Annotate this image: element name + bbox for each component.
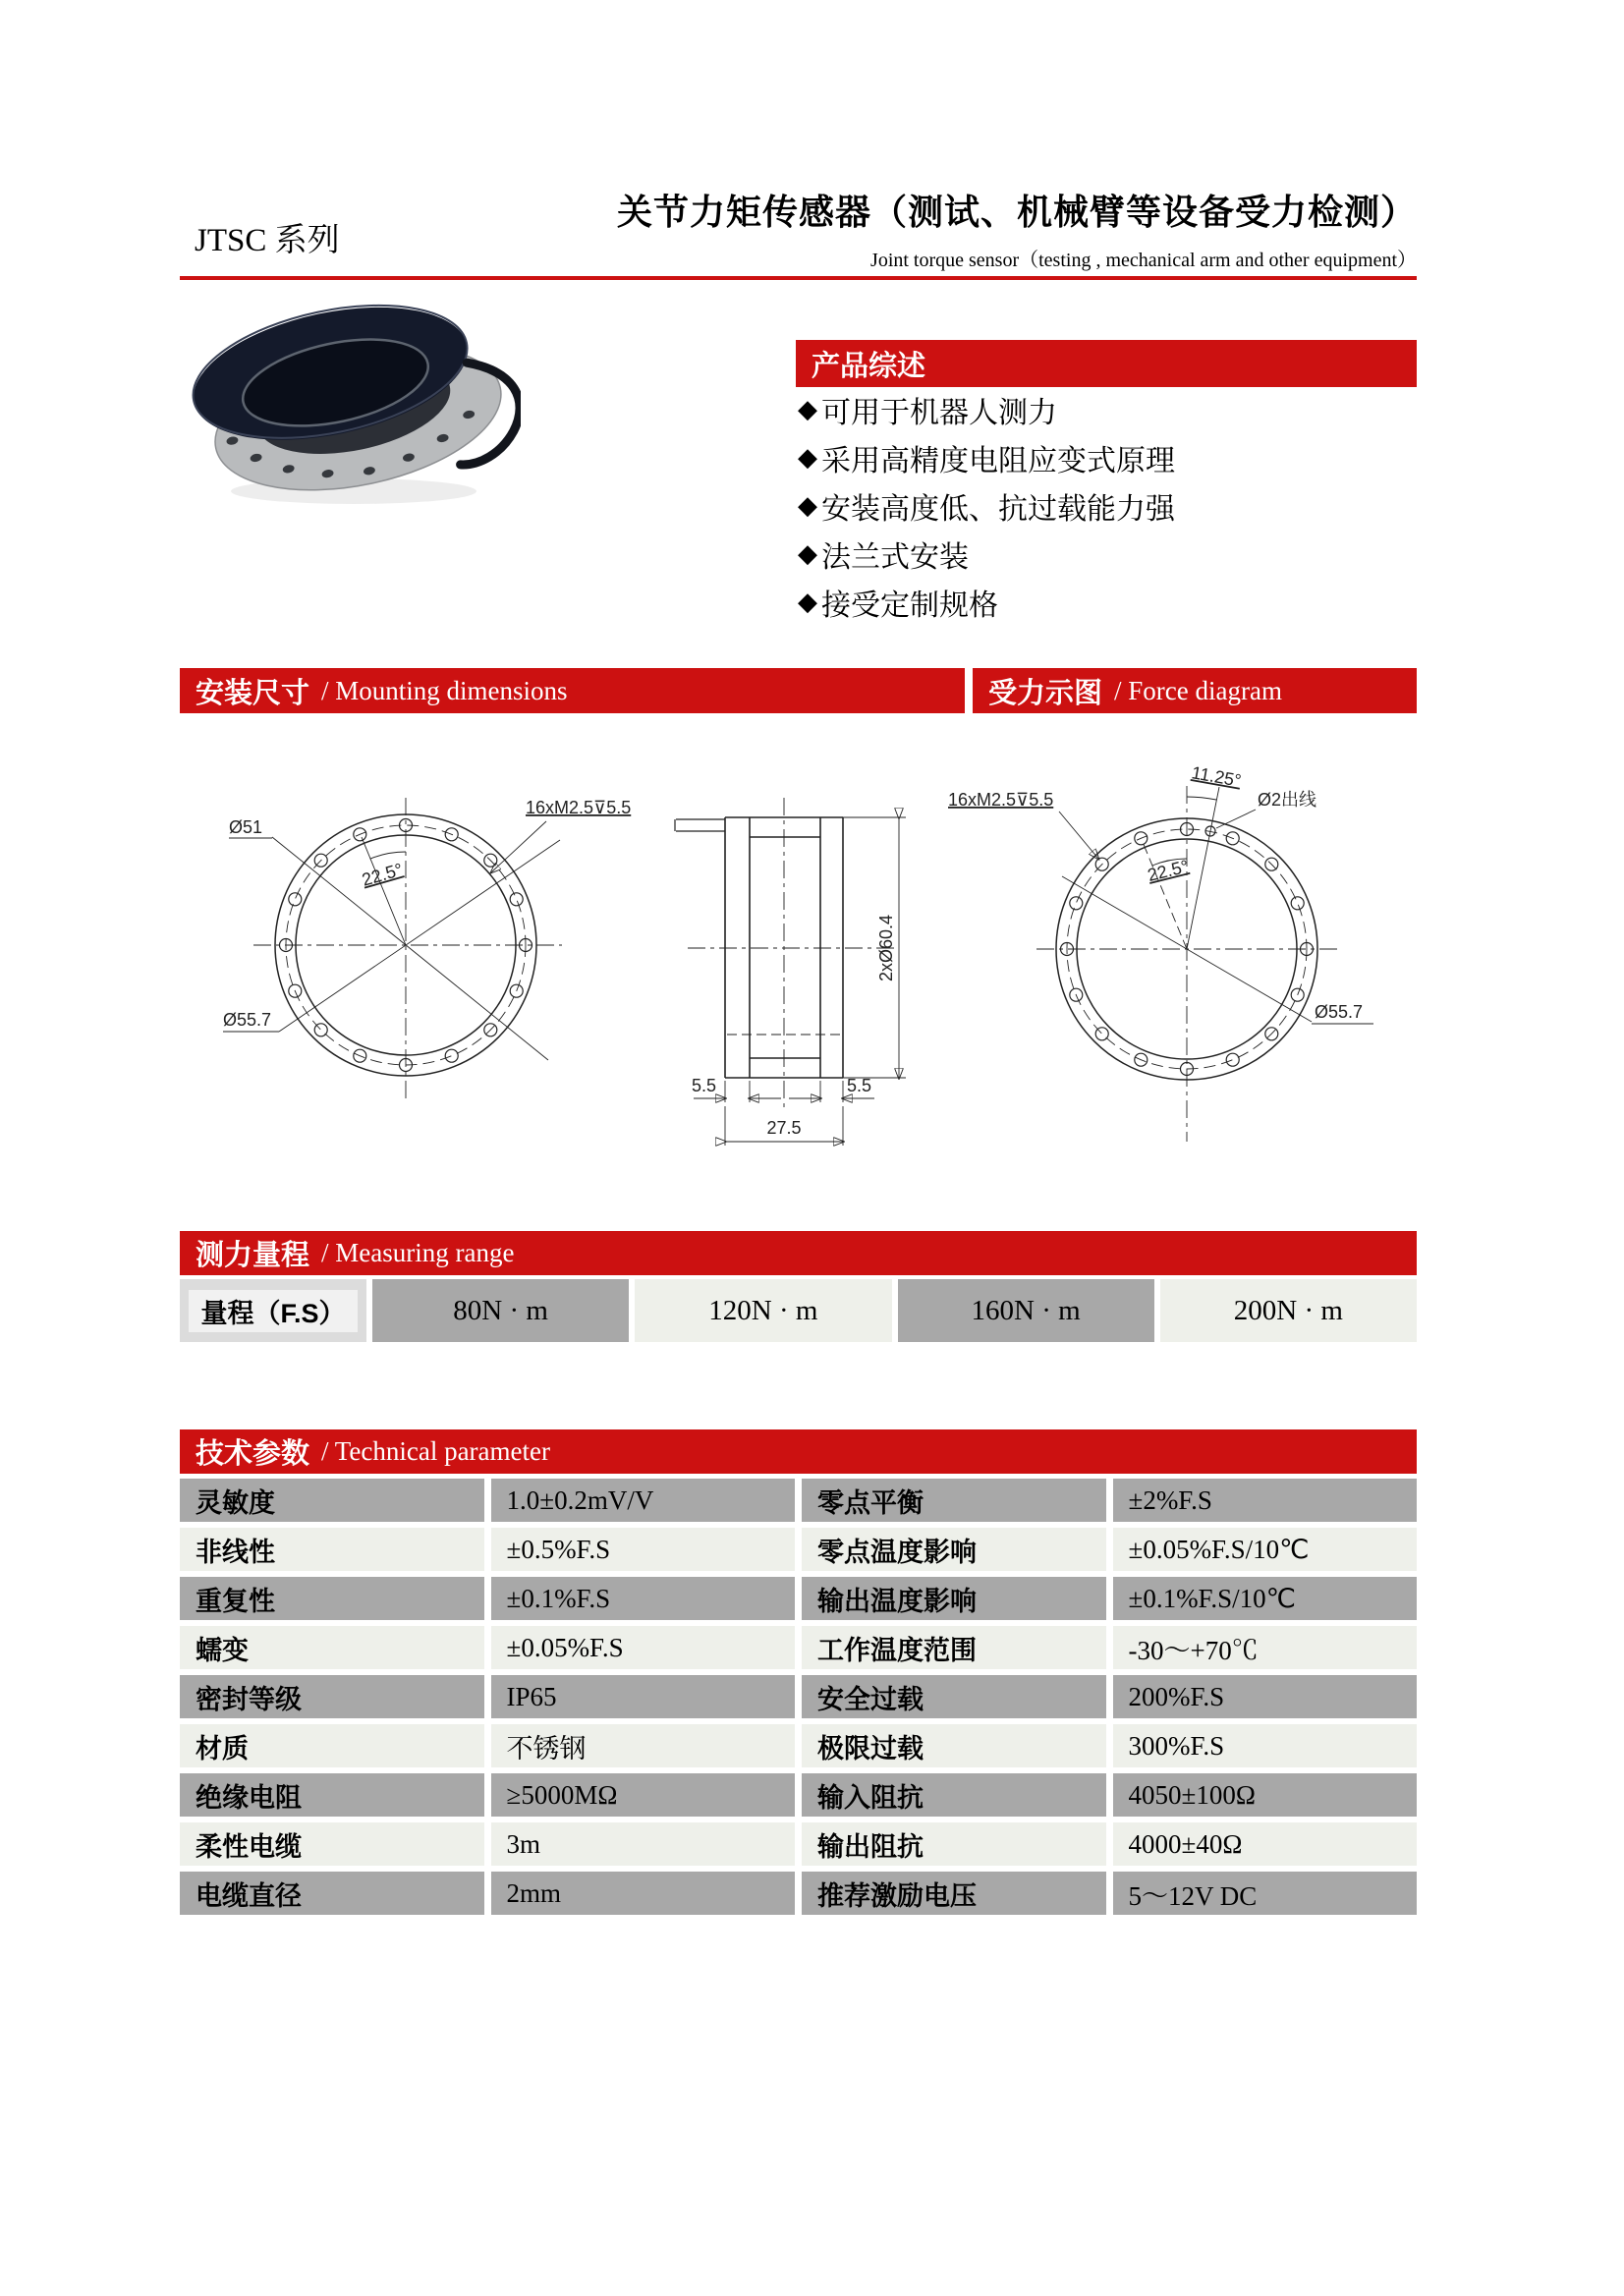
param-key: 重复性	[180, 1577, 484, 1620]
series-name: JTSC 系列	[195, 223, 340, 258]
bullet-text: 采用高精度电阻应变式原理	[821, 444, 1175, 477]
param-value: ±0.05%F.S	[491, 1626, 796, 1669]
section-title-zh: 受力示图	[988, 677, 1103, 709]
dim-label-outlet: Ø2出线	[1258, 790, 1317, 810]
dim-label-11-25: 11.25°	[1190, 762, 1243, 791]
param-key: 灵敏度	[180, 1479, 484, 1522]
diamond-icon: ◆	[798, 442, 817, 472]
section-title-zh: 测力量程	[196, 1240, 310, 1271]
param-key: 工作温度范围	[802, 1626, 1106, 1669]
param-key: 极限过载	[802, 1724, 1106, 1767]
param-value: ±0.05%F.S/10℃	[1113, 1528, 1418, 1571]
overview-bullets	[798, 385, 1427, 626]
dim-label-d557: Ø55.7	[223, 1010, 272, 1030]
section-force-diagram	[973, 668, 1417, 713]
param-key: 柔性电缆	[180, 1822, 484, 1866]
bullet-text: 法兰式安装	[821, 540, 969, 574]
section-title-en: / Mounting dimensions	[321, 675, 568, 705]
list-item	[798, 530, 1427, 578]
param-key: 安全过载	[802, 1675, 1106, 1718]
dim-label-angle: 22.5°	[360, 859, 406, 890]
param-key: 输出温度影响	[802, 1577, 1106, 1620]
param-value: ±0.1%F.S	[491, 1577, 796, 1620]
range-value-cell: 80N · m	[372, 1279, 629, 1342]
bullet-text: 安装高度低、抗过载能力强	[821, 492, 1175, 526]
mounting-front-view-drawing	[216, 776, 648, 1169]
param-key: 绝缘电阻	[180, 1773, 484, 1817]
mounting-side-view-drawing	[648, 786, 973, 1179]
section-title-zh: 技术参数	[196, 1438, 310, 1470]
page-title: 关节力矩传感器（测试、机械臂等设备受力检测）	[616, 192, 1417, 232]
section-mounting-dimensions	[180, 668, 965, 713]
param-value: 2mm	[491, 1872, 796, 1915]
page-subtitle: Joint torque sensor（testing , mechanical arm and other equipment）	[870, 250, 1417, 271]
overview-header	[796, 340, 1417, 387]
technical-parameter-table	[180, 1479, 1417, 1915]
dim-label-27-5: 27.5	[766, 1118, 802, 1138]
param-value: -30～+70℃	[1113, 1626, 1418, 1669]
diamond-icon: ◆	[798, 587, 817, 616]
dim-label-5-5-left: 5.5	[692, 1076, 717, 1095]
list-item	[798, 481, 1427, 530]
diamond-icon: ◆	[798, 538, 817, 568]
dim-label-angle: 22.5°	[1145, 856, 1191, 886]
section-title-en: / Force diagram	[1114, 675, 1282, 705]
list-item	[798, 578, 1427, 626]
dim-label-5-5-right: 5.5	[847, 1076, 872, 1095]
diamond-icon: ◆	[798, 490, 817, 520]
force-diagram-drawing	[933, 756, 1425, 1169]
param-value: ±0.5%F.S	[491, 1528, 796, 1571]
range-value-cell: 200N · m	[1160, 1279, 1417, 1342]
param-key: 电缆直径	[180, 1872, 484, 1915]
param-key: 材质	[180, 1724, 484, 1767]
param-key: 输入阻抗	[802, 1773, 1106, 1817]
param-value: 1.0±0.2mV/V	[491, 1479, 796, 1522]
param-value: IP65	[491, 1675, 796, 1718]
range-label-cell	[180, 1279, 366, 1342]
dim-label-d557: Ø55.7	[1315, 1002, 1364, 1022]
param-key: 零点平衡	[802, 1479, 1106, 1522]
section-measuring-range	[180, 1231, 1417, 1275]
header-rule	[180, 276, 1417, 280]
param-value: 不锈钢	[491, 1724, 796, 1767]
param-key: 推荐激励电压	[802, 1872, 1106, 1915]
param-key: 零点温度影响	[802, 1528, 1106, 1571]
param-value: 4000±40Ω	[1113, 1822, 1418, 1866]
param-value: ≥5000MΩ	[491, 1773, 796, 1817]
param-value: 200%F.S	[1113, 1675, 1418, 1718]
param-key: 非线性	[180, 1528, 484, 1571]
list-item	[798, 385, 1427, 433]
param-key: 蠕变	[180, 1626, 484, 1669]
dim-label-thread: 16xM2.5⊽5.5	[948, 790, 1054, 810]
section-title-en: / Technical parameter	[321, 1436, 550, 1466]
range-label: 量程（F.S）	[189, 1290, 357, 1332]
product-photo	[187, 290, 521, 511]
range-value-cell: 120N · m	[635, 1279, 891, 1342]
bullet-text: 接受定制规格	[821, 588, 998, 622]
section-technical-parameter	[180, 1429, 1417, 1474]
param-value: 300%F.S	[1113, 1724, 1418, 1767]
range-value-cell: 160N · m	[898, 1279, 1154, 1342]
section-title-en: / Measuring range	[321, 1238, 515, 1267]
param-key: 密封等级	[180, 1675, 484, 1718]
dim-label-d51: Ø51	[229, 817, 263, 837]
param-value: ±2%F.S	[1113, 1479, 1418, 1522]
section-title-zh: 安装尺寸	[196, 677, 310, 709]
param-value: 4050±100Ω	[1113, 1773, 1418, 1817]
dim-label-2xd60-4: 2xØ60.4	[876, 914, 896, 982]
diamond-icon: ◆	[798, 394, 817, 423]
dim-label-thread: 16xM2.5⊽5.5	[526, 798, 632, 817]
param-value: ±0.1%F.S/10℃	[1113, 1577, 1418, 1620]
param-value: 5～12V DC	[1113, 1872, 1418, 1915]
overview-title: 产品综述	[812, 350, 926, 382]
bullet-text: 可用于机器人测力	[821, 396, 1057, 429]
param-key: 输出阻抗	[802, 1822, 1106, 1866]
measuring-range-table	[180, 1279, 1417, 1342]
list-item	[798, 433, 1427, 481]
param-value: 3m	[491, 1822, 796, 1866]
